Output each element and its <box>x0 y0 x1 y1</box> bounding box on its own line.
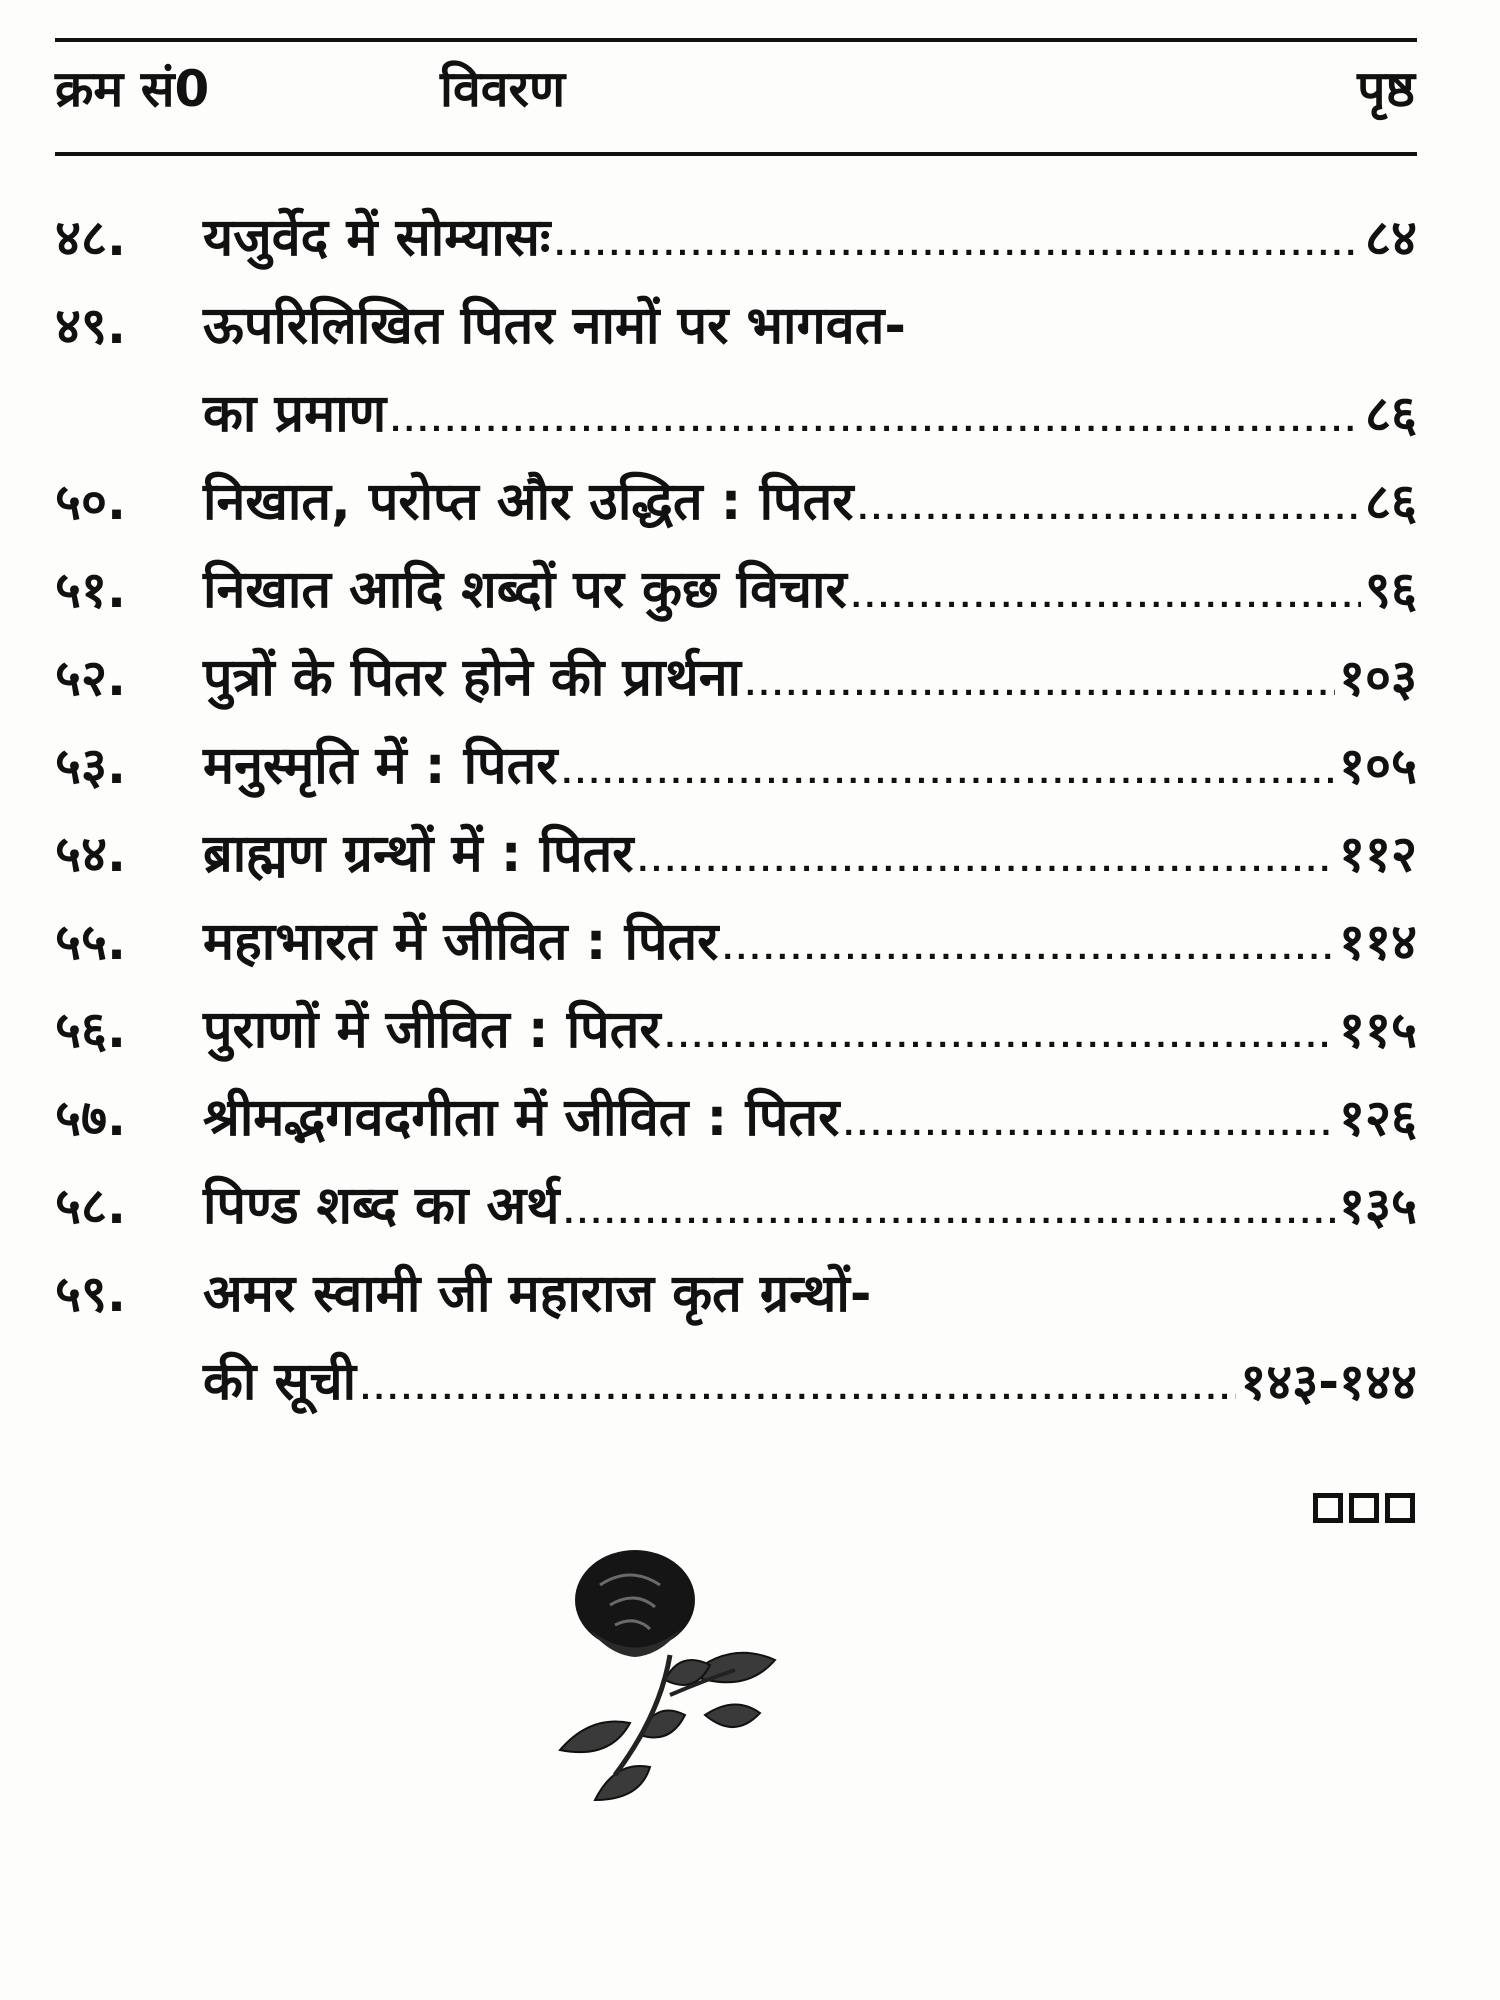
toc-entry-line <box>55 376 1417 464</box>
toc-entry-line <box>55 640 1417 728</box>
toc-entry-line <box>55 1256 1417 1344</box>
serial-number-header: क्रम सं0 <box>55 60 210 118</box>
toc-entry-line <box>55 728 1417 816</box>
toc-entry <box>55 640 1417 728</box>
dot-leader <box>858 493 1362 526</box>
dot-leader <box>638 845 1335 878</box>
page-number: ११४ <box>1339 913 1417 971</box>
entry-title: पिण्ड शब्द का अर्थ <box>203 1176 560 1236</box>
entry-title: यजुर्वेद में सोम्यासः <box>203 208 551 268</box>
entry-title: अमर स्वामी जी महाराज कृत ग्रन्थों- <box>203 1264 872 1324</box>
toc-entry-line <box>55 1344 1417 1432</box>
page-number: ८६ <box>1365 473 1417 531</box>
dot-leader <box>745 669 1335 702</box>
entry-title: ब्राह्मण ग्रन्थों में : पितर <box>203 824 634 884</box>
toc-entry <box>55 464 1417 552</box>
toc-entry-line <box>55 200 1417 288</box>
page-number: ११२ <box>1339 825 1417 883</box>
entry-number: ५३. <box>55 737 126 795</box>
toc-entry <box>55 992 1417 1080</box>
entry-title: पुराणों में जीवित : पितर <box>203 1000 661 1060</box>
entry-title: श्रीमद्भगवदगीता में जीवित : पितर <box>203 1088 840 1148</box>
header-rule <box>55 152 1417 156</box>
entry-number: ५४. <box>55 825 126 883</box>
dot-leader <box>563 1197 1335 1230</box>
page-number: १३५ <box>1339 1177 1417 1235</box>
toc-entry-line <box>55 288 1417 376</box>
toc-entry <box>55 552 1417 640</box>
toc-entry-line <box>55 816 1417 904</box>
page-number: ९६ <box>1365 561 1417 619</box>
toc-entry <box>55 1168 1417 1256</box>
toc-entry <box>55 288 1417 464</box>
toc-entry <box>55 728 1417 816</box>
description-header: विवरण <box>440 60 566 118</box>
entry-title: निखात, परोप्त और उद्धित : पितर <box>203 472 854 532</box>
page-number: ११५ <box>1339 1001 1417 1059</box>
toc-entry-line <box>55 552 1417 640</box>
entry-title: मनुस्मृति में : पितर <box>203 736 558 796</box>
dot-leader <box>851 581 1361 614</box>
rose-icon <box>520 1545 820 1815</box>
entry-number: ५७. <box>55 1089 126 1147</box>
entry-number: ५१. <box>55 561 126 619</box>
square-icon <box>1349 1493 1379 1523</box>
top-rule <box>55 38 1417 42</box>
page-number: १४३-१४४ <box>1240 1353 1417 1411</box>
square-icon <box>1313 1493 1343 1523</box>
three-squares-icon <box>1313 1493 1415 1523</box>
entry-title: पुत्रों के पितर होने की प्रार्थना <box>203 648 742 708</box>
dot-leader <box>562 757 1335 790</box>
dot-leader <box>665 1021 1335 1054</box>
toc-entry <box>55 816 1417 904</box>
square-icon <box>1385 1493 1415 1523</box>
entry-number: ५२. <box>55 649 126 707</box>
toc-entry <box>55 1080 1417 1168</box>
dot-leader <box>722 933 1335 966</box>
toc-entry <box>55 904 1417 992</box>
dot-leader <box>554 229 1361 262</box>
page-header: पृष्ठ <box>1357 60 1415 118</box>
entry-number: ४८. <box>55 209 126 267</box>
entry-number: ५५. <box>55 913 126 971</box>
toc-entry-line <box>55 992 1417 1080</box>
page-number: ८४ <box>1365 209 1417 267</box>
entry-title-continuation: की सूची <box>203 1352 357 1412</box>
entry-number: ५०. <box>55 473 126 531</box>
toc-entry-line <box>55 464 1417 552</box>
entry-number: ५६. <box>55 1001 126 1059</box>
page-number: १२६ <box>1339 1089 1417 1147</box>
page-number: १०३ <box>1339 649 1417 707</box>
entry-title: महाभारत में जीवित : पितर <box>203 912 719 972</box>
entry-number: ५९. <box>55 1265 126 1323</box>
toc-entry-line <box>55 1168 1417 1256</box>
toc-entry-line <box>55 904 1417 992</box>
toc-entry <box>55 1256 1417 1432</box>
entry-number: ५८. <box>55 1177 126 1235</box>
toc-entry <box>55 200 1417 288</box>
entry-title-continuation: का प्रमाण <box>203 384 387 444</box>
page-number: ८६ <box>1365 385 1417 443</box>
entry-title: निखात आदि शब्दों पर कुछ विचार <box>203 560 847 620</box>
table-of-contents <box>55 200 1417 1432</box>
entry-number: ४९. <box>55 297 126 355</box>
dot-leader <box>843 1109 1335 1142</box>
entry-title: ऊपरिलिखित पितर नामों पर भागवत- <box>203 296 906 356</box>
dot-leader <box>390 405 1361 438</box>
page-number: १०५ <box>1339 737 1417 795</box>
dot-leader <box>360 1373 1236 1406</box>
toc-entry-line <box>55 1080 1417 1168</box>
